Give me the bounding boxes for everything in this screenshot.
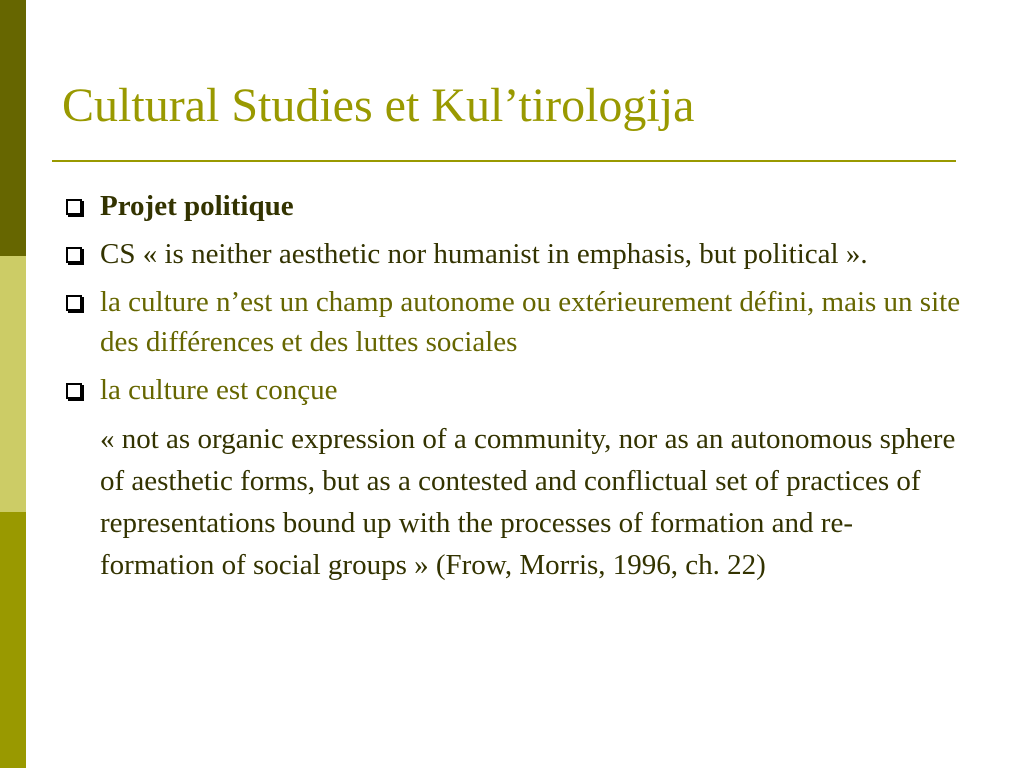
square-bullet-icon <box>66 295 82 311</box>
quote-text: « not as organic expression of a community, nor as an autonomous sphere of aesthetic forms, but as a contested and conflictual set of practices of representations bound up with the processes of formation and re-formation of social groups » (Frow, Morris, 1996, ch. 22) <box>100 423 956 581</box>
bullet-text: Projet politique <box>100 190 294 222</box>
bullet-text: la culture est conçue <box>100 374 338 406</box>
bullet-text: CS « is neither aesthetic nor humanist in emphasis, but political ». <box>100 238 868 270</box>
bullet-text: la culture n’est un champ autonome ou extérieurement défini, mais un site des différences et des luttes sociales <box>100 286 961 358</box>
slide-title: Cultural Studies et Kul’tirologija <box>62 79 695 132</box>
square-bullet-icon <box>66 383 82 399</box>
bullet-list <box>62 186 962 586</box>
side-bar-top <box>0 0 26 256</box>
square-bullet-icon <box>66 247 82 263</box>
title-divider <box>52 160 956 162</box>
side-bar-middle <box>0 256 26 512</box>
side-bar-bottom <box>0 512 26 768</box>
bullet-item <box>62 282 962 362</box>
bullet-item <box>62 186 962 226</box>
square-bullet-icon <box>66 199 82 215</box>
bullet-item <box>62 234 962 274</box>
bullet-item <box>62 370 962 410</box>
